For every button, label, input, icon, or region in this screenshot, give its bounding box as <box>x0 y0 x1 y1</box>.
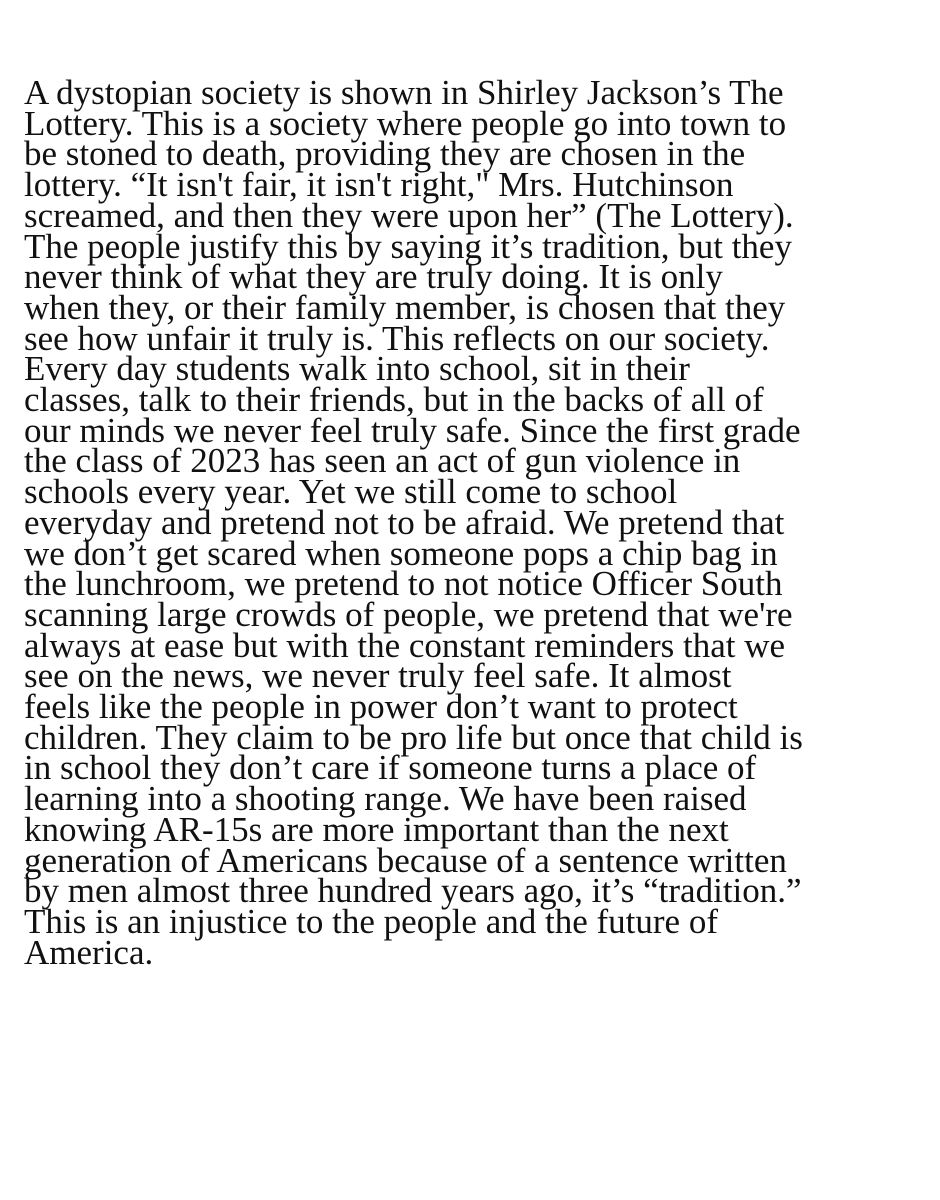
essay-line: we don’t get scared when someone pops a chip bag in <box>24 533 778 573</box>
essay-line: lottery. “It isn't fair, it isn't right," Mrs. Hutchinson <box>24 165 734 205</box>
essay-line: Lottery. This is a society where people go into town to <box>24 103 787 143</box>
essay-line: the class of 2023 has seen an act of gun violence in <box>24 441 741 481</box>
essay-line: screamed, and then they were upon her” (The Lottery). <box>24 195 794 235</box>
essay-line: Every day students walk into school, sit in their <box>24 349 690 389</box>
essay-line: our minds we never feel truly safe. Since the first grade <box>24 410 801 450</box>
essay-line: learning into a shooting range. We have been raised <box>24 779 747 819</box>
essay-line: always at ease but with the constant reminders that we <box>24 625 786 665</box>
essay-line: scanning large crowds of people, we pretend that we're <box>24 594 793 634</box>
essay-line: knowing AR-15s are more important than the next <box>24 809 729 849</box>
essay-line: see how unfair it truly is. This reflects on our society. <box>24 318 770 358</box>
essay-line: This is an injustice to the people and the future of <box>24 901 718 941</box>
essay-line: see on the news, we never truly feel safe. It almost <box>24 656 732 696</box>
essay-line: schools every year. Yet we still come to school <box>24 472 678 512</box>
essay-line: children. They claim to be pro life but once that child is <box>24 717 803 757</box>
essay-line: be stoned to death, providing they are chosen in the <box>24 134 746 174</box>
essay-line: generation of Americans because of a sentence written <box>24 840 787 880</box>
essay-line: when they, or their family member, is chosen that they <box>24 287 786 327</box>
essay-line: never think of what they are truly doing. It is only <box>24 257 723 297</box>
essay-line: in school they don’t care if someone turns a place of <box>24 748 757 788</box>
essay-line: everyday and pretend not to be afraid. We pretend that <box>24 502 785 542</box>
essay-line: the lunchroom, we pretend to not notice Officer South <box>24 564 783 604</box>
essay-line: A dystopian society is shown in Shirley Jackson’s The <box>24 73 784 112</box>
essay-line: classes, talk to their friends, but in the backs of all of <box>24 380 764 420</box>
essay-line: feels like the people in power don’t want to protect <box>24 687 738 727</box>
essay-line: The people justify this by saying it’s tradition, but they <box>24 226 792 266</box>
essay-line: by men almost three hundred years ago, it’s “tradition.” <box>24 871 802 911</box>
essay-line: America. <box>24 932 154 972</box>
essay-paragraph <box>24 73 934 972</box>
